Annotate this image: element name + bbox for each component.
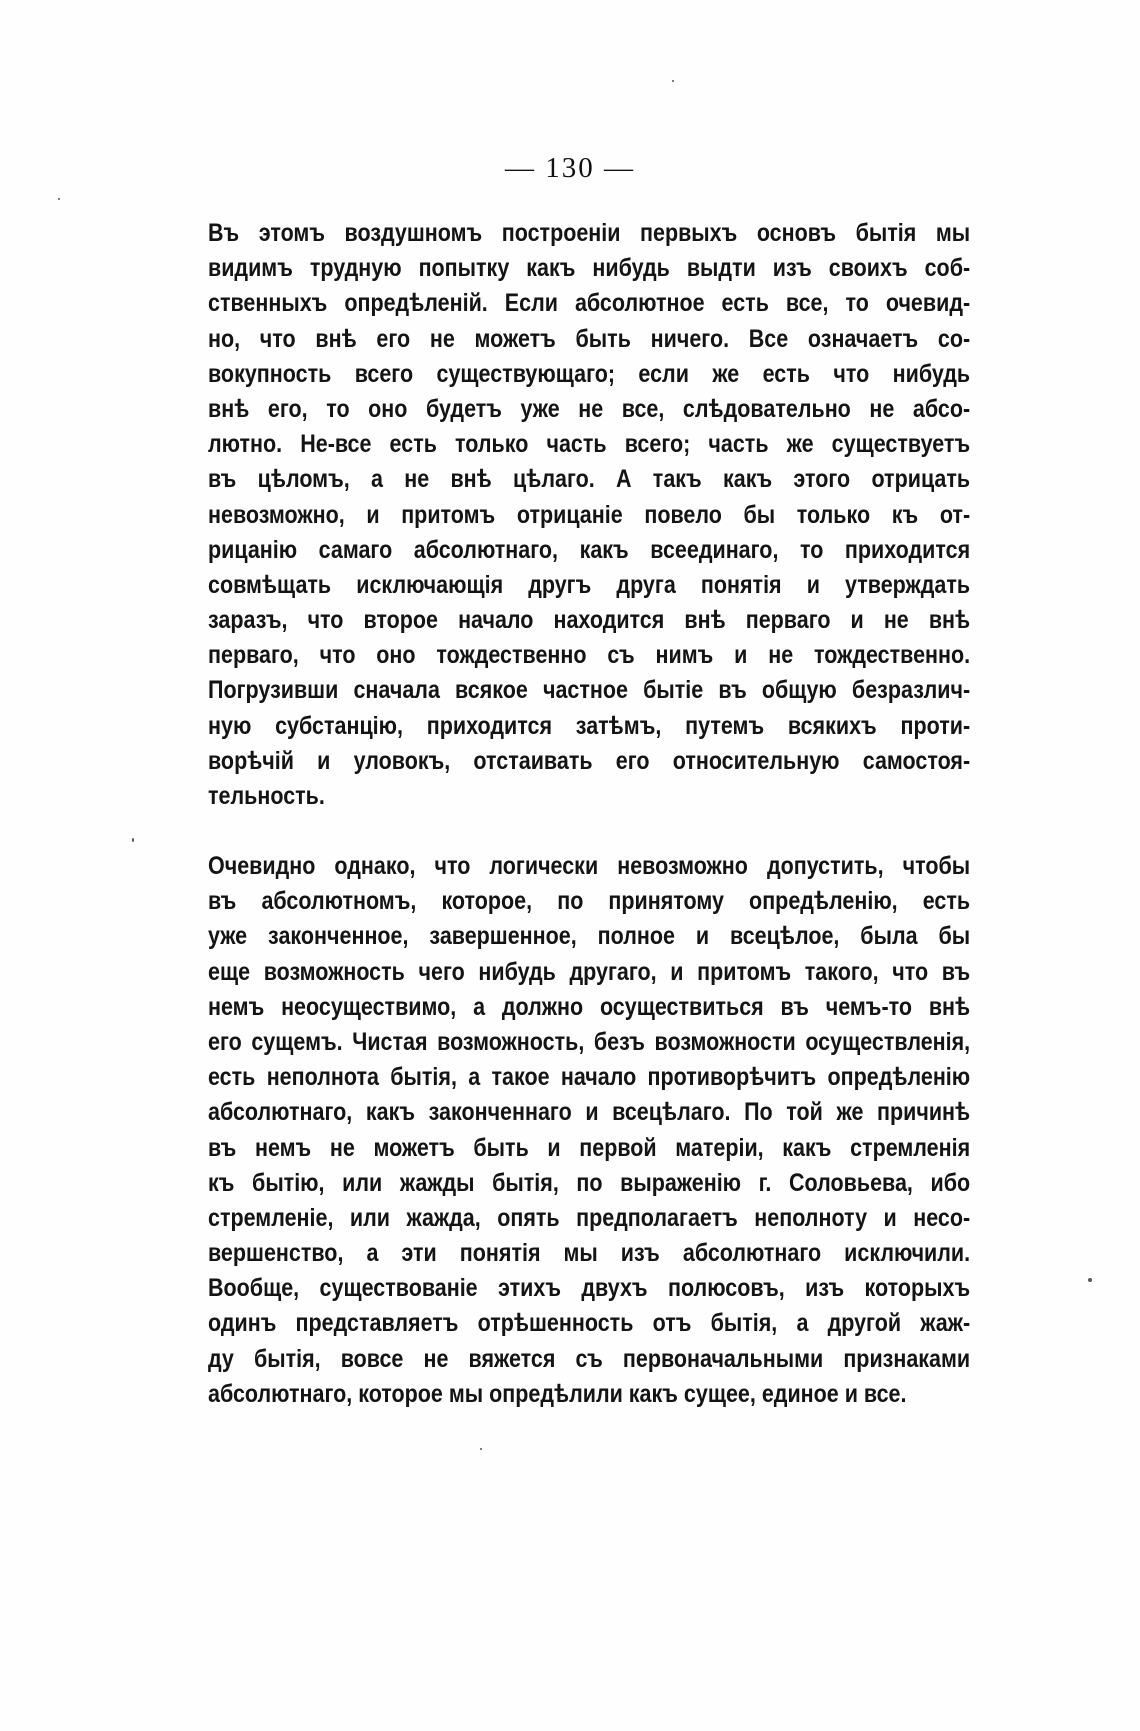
text-line: лютно. Не-все есть только часть всего; часть же существуетъ	[208, 430, 971, 459]
text-line: Погрузивши сначала всякое частное бытіе въ общую безразлич-	[208, 676, 971, 705]
text-line: ду бытія, вовсе не вяжется съ первоначальными признаками	[208, 1344, 971, 1373]
text-line: внѣ его, то оно будетъ уже не все, слѣдовательно не абсо-	[208, 394, 971, 423]
text-line: ственныхъ опредѣленій. Если абсолютное есть все, то очевид-	[208, 289, 971, 318]
text-line: есть неполнота бытія, а такое начало противорѣчитъ опредѣленію	[208, 1063, 971, 1092]
scan-speck	[1088, 1278, 1092, 1282]
text-line: абсолютнаго, какъ законченнаго и всецѣлаго. По той же причинѣ	[208, 1098, 971, 1127]
text-line: въ немъ не можетъ быть и первой матеріи, какъ стремленія	[208, 1133, 971, 1162]
text-line: его сущемъ. Чистая возможность, безъ возможности осуществленія,	[208, 1027, 971, 1056]
text-line: немъ неосуществимо, а должно осуществиться въ чемъ-то внѣ	[208, 992, 971, 1021]
text-line: тельность.	[208, 782, 325, 810]
text-line: заразъ, что второе начало находится внѣ перваго и не внѣ	[208, 606, 971, 635]
text-line: уже законченное, завершенное, полное и всецѣлое, была бы	[208, 922, 971, 951]
text-line: рицанію самаго абсолютнаго, какъ всеединаго, то приходится	[208, 535, 971, 564]
text-line: стремленіе, или жажда, опять предполагаетъ неполноту и несо-	[208, 1203, 971, 1232]
text-line: невозможно, и притомъ отрицаніе повело бы только къ от-	[208, 500, 971, 529]
text-line: ворѣчій и уловокъ, отстаивать его относительную самостоя-	[208, 746, 971, 775]
text-line: абсолютнаго, которое мы опредѣлили какъ сущее, единое и все.	[208, 1379, 907, 1408]
text-line: Въ этомъ воздушномъ построеніи первыхъ основъ бытія мы	[208, 219, 971, 247]
scan-speck	[672, 80, 674, 82]
page-number: — 130 —	[505, 152, 635, 184]
text-line: въ абсолютномъ, которое, по принятому опредѣленію, есть	[208, 887, 971, 916]
scan-speck	[132, 838, 134, 842]
text-line: но, что внѣ его не можетъ быть ничего. Все означаетъ со-	[208, 324, 971, 353]
paragraph-1	[208, 216, 970, 814]
text-line: перваго, что оно тождественно съ нимъ и не тождественно.	[208, 641, 971, 670]
scan-speck	[480, 1448, 482, 1450]
text-line: ную субстанцію, приходится затѣмъ, путемъ всякихъ проти-	[208, 711, 971, 740]
scan-speck	[58, 198, 60, 200]
paragraph-2	[208, 849, 970, 1412]
text-line: Вообще, существованіе этихъ двухъ полюсовъ, изъ которыхъ	[208, 1274, 971, 1303]
text-line: къ бытію, или жажды бытія, по выраженію г. Соловьева, ибо	[208, 1168, 971, 1197]
text-line: одинъ представляетъ отрѣшенность отъ бытія, а другой жаж-	[208, 1309, 971, 1338]
text-line: въ цѣломъ, а не внѣ цѣлаго. А такъ какъ этого отрицать	[208, 465, 971, 494]
text-line: вокупность всего существующаго; если же есть что нибудь	[208, 359, 971, 388]
text-line: вершенство, а эти понятія мы изъ абсолютнаго исключили.	[208, 1239, 971, 1268]
text-line: совмѣщать исключающія другъ друга понятія и утверждать	[208, 570, 971, 599]
text-line: Очевидно однако, что логически невозможно допустить, чтобы	[208, 852, 971, 880]
text-line: видимъ трудную попытку какъ нибудь выдти изъ своихъ соб-	[208, 254, 971, 283]
text-line: еще возможность чего нибудь другаго, и притомъ такого, что въ	[208, 957, 971, 986]
